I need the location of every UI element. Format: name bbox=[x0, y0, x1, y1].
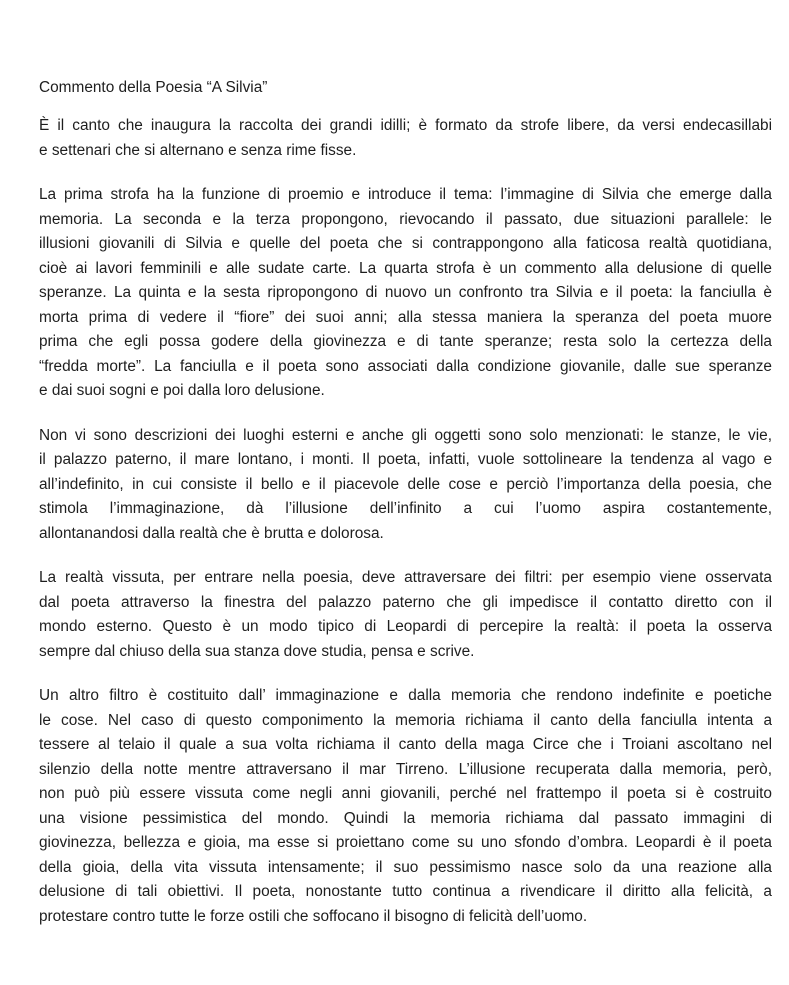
paragraph-5 bbox=[39, 684, 788, 929]
paragraph-line: dal poeta attraverso la finestra del palazzo paterno che gli impedisce il contatto diretto con il bbox=[39, 593, 772, 611]
paragraph-line: La realtà vissuta, per entrare nella poesia, deve attraversare dei filtri: per esempio viene osservata bbox=[39, 569, 772, 586]
paragraph-line: È il canto che inaugura la raccolta dei grandi idilli; è formato da strofe libere, da versi endecasillabi bbox=[39, 117, 772, 134]
paragraph-line: Un altro filtro è costituito dall’ immaginazione e dalla memoria che rendono indefinite e poetiche bbox=[39, 687, 772, 704]
paragraph-line: sempre dal chiuso della sua stanza dove studia, pensa e scrive. bbox=[39, 642, 475, 660]
paragraph-line: una visione pessimistica del mondo. Quindi la memoria richiama dal passato immagini di bbox=[39, 809, 772, 827]
paragraph-1 bbox=[39, 114, 788, 163]
paragraph-2 bbox=[39, 183, 788, 404]
paragraph-line: La prima strofa ha la funzione di proemio e introduce il tema: l’immagine di Silvia che emerge dalla bbox=[39, 186, 772, 203]
paragraph-line: stimola l’immaginazione, dà l’illusione dell’infinito a cui l’uomo aspira costantemente, bbox=[39, 500, 772, 517]
paragraph-line: e dai suoi sogni e poi dalla loro delusione. bbox=[39, 382, 325, 399]
paragraph-line: protestare contro tutte le forze ostili che soffocano il bisogno di felicità dell’uomo. bbox=[39, 907, 588, 925]
paragraph-4 bbox=[39, 566, 788, 664]
paragraph-line: prima che egli possa godere della giovinezza e di tante speranze; resta solo la certezza della bbox=[39, 333, 772, 350]
paragraph-line: delusione di tali obiettivi. Il poeta, nonostante tutto continua a rivendicare il diritto alla felicità, a bbox=[39, 883, 772, 900]
paragraph-line: speranze. La quinta e la sesta ripropongono di nuovo un confronto tra Silvia e il poeta: la fanciulla è bbox=[39, 284, 772, 301]
document-page bbox=[39, 76, 788, 949]
paragraph-line: mondo esterno. Questo è un modo tipico di Leopardi di percepire la realtà: il poeta la osserva bbox=[39, 618, 772, 635]
paragraph-line: morta prima di vedere il “fiore” dei suoi anni; alla stessa maniera la speranza del poeta muore bbox=[39, 308, 772, 326]
paragraph-line: memoria. La seconda e la terza propongono, rievocando il passato, due situazioni parallele: le bbox=[39, 210, 772, 228]
paragraph-line: silenzio della notte mentre attraversano il mar Tirreno. L’illusione recuperata dalla memoria, però, bbox=[39, 760, 772, 778]
document-title: Commento della Poesia “A Silvia” bbox=[39, 79, 268, 96]
paragraph-line: il palazzo paterno, il mare lontano, i monti. Il poeta, infatti, vuole sottolineare la tendenza al vago e bbox=[39, 451, 772, 468]
paragraph-3 bbox=[39, 424, 788, 547]
paragraph-line: e settenari che si alternano e senza rime fisse. bbox=[39, 141, 357, 159]
paragraph-line: non può più essere vissuta come negli anni giovanili, perché nel frattempo il poeta si è costruito bbox=[39, 785, 772, 802]
document-body bbox=[39, 114, 788, 929]
paragraph-line: illusioni giovanili di Silvia e quelle del poeta che si contrappongono alla faticosa realtà quotidiana, bbox=[39, 235, 772, 252]
paragraph-line: giovinezza, bellezza e gioia, ma esse si proiettano come su uno sfondo d’ombra. Leopardi è il poeta bbox=[39, 834, 772, 851]
paragraph-line: Non vi sono descrizioni dei luoghi esterni e anche gli oggetti sono solo menzionati: le stanze, le vie, bbox=[39, 426, 772, 444]
paragraph-line: allontanandosi dalla realtà che è brutta e dolorosa. bbox=[39, 524, 384, 542]
paragraph-line: della gioia, della vita vissuta intensamente; il suo pessimismo nasce solo da una reazione alla bbox=[39, 858, 772, 876]
paragraph-line: all’indefinito, in cui consiste il bello e il piacevole delle cose e perciò l’importanza della poesia, che bbox=[39, 475, 772, 493]
paragraph-line: tessere al telaio il quale a sua volta richiama il canto della maga Circe che i Troiani ascoltano nel bbox=[39, 736, 772, 753]
paragraph-line: le cose. Nel caso di questo componimento la memoria richiama il canto della fanciulla intenta a bbox=[39, 711, 772, 729]
paragraph-line: “fredda morte”. La fanciulla e il poeta sono associati dalla condizione giovanile, dalle sue speranze bbox=[39, 357, 772, 375]
paragraph-line: cioè ai lavori femminili e alle sudate carte. La quarta strofa è un commento alla delusione di quelle bbox=[39, 259, 772, 277]
